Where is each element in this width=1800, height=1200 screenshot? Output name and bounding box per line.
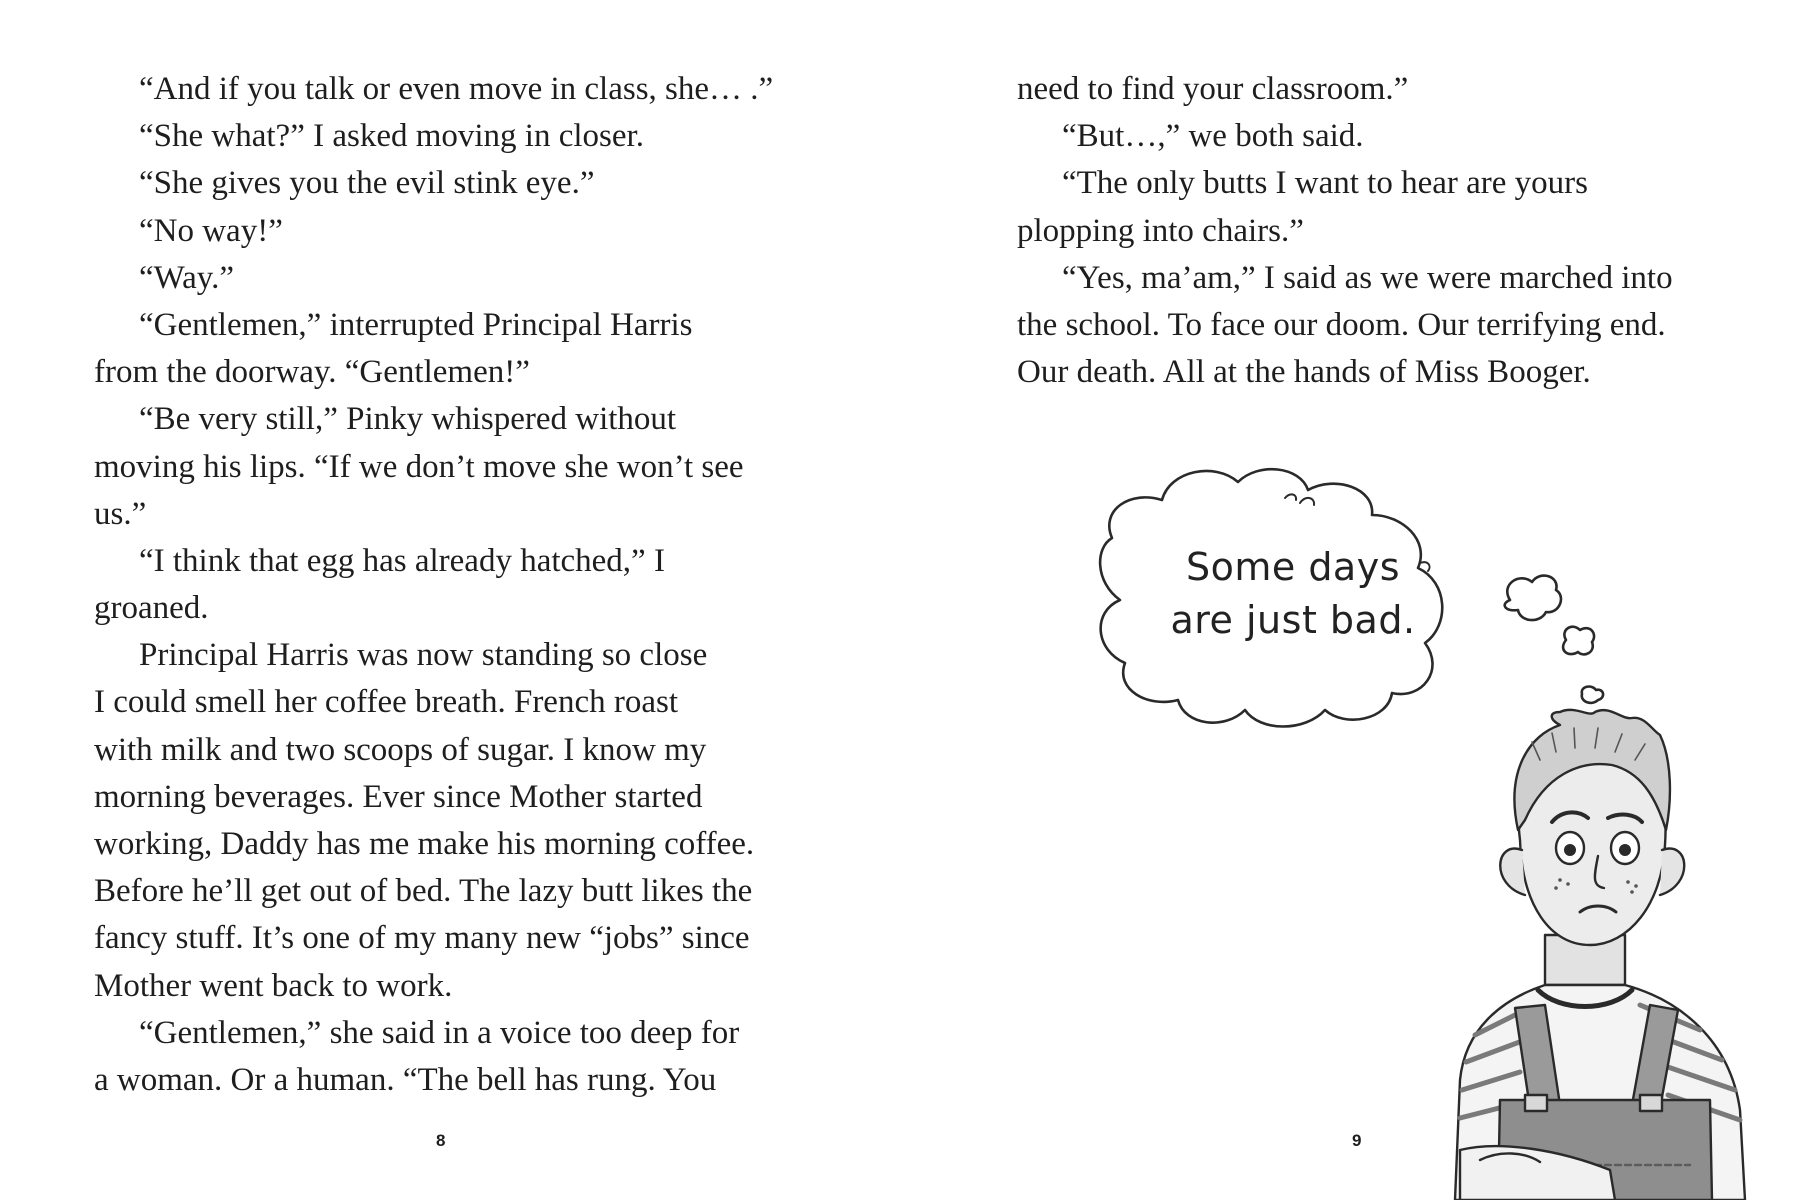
text-line: “The only butts I want to hear are yours bbox=[1062, 165, 1589, 202]
text-line: Principal Harris was now standing so close bbox=[139, 637, 708, 674]
text-line: the school. To face our doom. Our terrifying end. bbox=[1017, 306, 1666, 343]
text-line: I could smell her coffee breath. French roast bbox=[94, 684, 678, 721]
text-line: us.” bbox=[94, 495, 147, 532]
page-number-left: 8 bbox=[436, 1131, 446, 1150]
text-line: “Way.” bbox=[139, 259, 235, 296]
thought-bubble-line-2: are just bad. bbox=[1170, 598, 1416, 642]
text-line: “I think that egg has already hatched,” I bbox=[139, 542, 665, 579]
text-line: with milk and two scoops of sugar. I know my bbox=[94, 731, 707, 768]
text-line: Our death. All at the hands of Miss Booger. bbox=[1017, 354, 1591, 391]
text-line: “Be very still,” Pinky whispered without bbox=[139, 401, 677, 438]
text-line: “She gives you the evil stink eye.” bbox=[139, 165, 595, 202]
text-line: morning beverages. Ever since Mother started bbox=[94, 778, 703, 815]
text-line: “She what?” I asked moving in closer. bbox=[139, 118, 644, 155]
boy-figure bbox=[1455, 710, 1745, 1200]
thought-bubble-line-1: Some days bbox=[1185, 545, 1401, 589]
text-line: plopping into chairs.” bbox=[1017, 212, 1304, 249]
text-line: “No way!” bbox=[139, 212, 283, 249]
text-line: Mother went back to work. bbox=[94, 967, 453, 1004]
text-line: fancy stuff. It’s one of my many new “jobs” since bbox=[94, 920, 750, 957]
text-line: “Gentlemen,” interrupted Principal Harris bbox=[139, 306, 693, 343]
text-line: “Gentlemen,” she said in a voice too deep for bbox=[139, 1014, 740, 1051]
text-line: groaned. bbox=[94, 590, 209, 627]
text-line: “Yes, ma’am,” I said as we were marched into bbox=[1062, 259, 1673, 296]
text-line: a woman. Or a human. “The bell has rung. You bbox=[94, 1061, 717, 1098]
text-line: Before he’ll get out of bed. The lazy butt likes the bbox=[94, 873, 753, 910]
text-line: need to find your classroom.” bbox=[1017, 71, 1409, 107]
text-line: working, Daddy has me make his morning coffee. bbox=[94, 826, 755, 862]
text-line: from the doorway. “Gentlemen!” bbox=[94, 354, 530, 391]
text-line: “And if you talk or even move in class, she… .” bbox=[139, 71, 774, 107]
page-number-right: 9 bbox=[1352, 1131, 1362, 1150]
text-line: “But…,” we both said. bbox=[1062, 118, 1364, 155]
text-line: moving his lips. “If we don’t move she won’t see bbox=[94, 448, 744, 485]
